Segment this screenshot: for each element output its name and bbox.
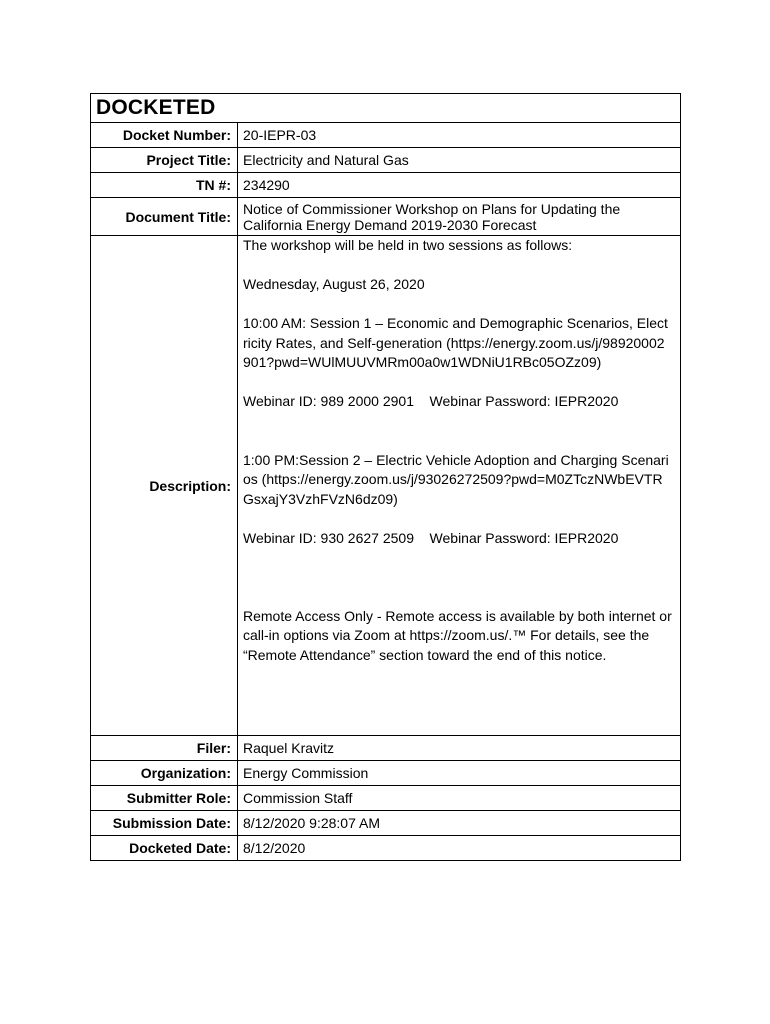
- description-row: [91, 236, 681, 736]
- project-title-row: [91, 148, 681, 173]
- docket-heading: DOCKETED: [91, 94, 681, 123]
- submitter-role-label: Submitter Role:: [91, 786, 238, 811]
- filer-label: Filer:: [91, 736, 238, 761]
- submission-date-label: Submission Date:: [91, 811, 238, 836]
- description-webinar-1: Webinar ID: 989 2000 2901 Webinar Password: IEPR2020: [243, 393, 619, 409]
- description-session-2: 1:00 PM:Session 2 – Electric Vehicle Adoption and Charging Scenarios (https://energy.zoom.us/j/93026272509?pwd=M0ZTczNWbEVTRGsxajY3VzhFVzN6dz09): [243, 451, 669, 507]
- document-title-value: Notice of Commissioner Workshop on Plans for Updating the California Energy Demand 2019-2030 Forecast: [238, 198, 681, 236]
- description-label: Description:: [91, 236, 238, 736]
- docket-table: [90, 93, 681, 861]
- header-row: [91, 94, 681, 123]
- organization-row: [91, 761, 681, 786]
- document-title-label: Document Title:: [91, 198, 238, 236]
- filer-value: Raquel Kravitz: [238, 736, 681, 761]
- organization-value: Energy Commission: [238, 761, 681, 786]
- description-remote-access: Remote Access Only - Remote access is available by both internet or call-in options via Zoom at https://zoom.us/.™ For details, see the “Remote Attendance” section toward the end of this notice.: [243, 607, 672, 663]
- project-title-label: Project Title:: [91, 148, 238, 173]
- docket-number-value: 20-IEPR-03: [238, 123, 681, 148]
- submission-date-row: [91, 811, 681, 836]
- docketed-date-label: Docketed Date:: [91, 836, 238, 861]
- docket-number-label: Docket Number:: [91, 123, 238, 148]
- tn-label: TN #:: [91, 173, 238, 198]
- submitter-role-value: Commission Staff: [238, 786, 681, 811]
- description-session-1: 10:00 AM: Session 1 – Economic and Demographic Scenarios, Electricity Rates, and Self-generation (https://energy.zoom.us/j/98920002901?pwd=WUlMUUVMRm00a0w1WDNiU1RBc05OZz09): [243, 315, 668, 370]
- docketed-date-value: 8/12/2020: [238, 836, 681, 861]
- description-date: Wednesday, August 26, 2020: [243, 276, 425, 292]
- filer-row: [91, 736, 681, 761]
- description-intro: The workshop will be held in two sessions as follows:: [243, 237, 573, 253]
- submitter-role-row: [91, 786, 681, 811]
- organization-label: Organization:: [91, 761, 238, 786]
- project-title-value: Electricity and Natural Gas: [238, 148, 681, 173]
- description-webinar-2: Webinar ID: 930 2627 2509 Webinar Password: IEPR2020: [243, 529, 619, 546]
- docketed-date-row: [91, 836, 681, 861]
- docket-number-row: [91, 123, 681, 148]
- description-value: [238, 236, 681, 736]
- tn-value: 234290: [238, 173, 681, 198]
- document-title-row: [91, 198, 681, 236]
- tn-row: [91, 173, 681, 198]
- submission-date-value: 8/12/2020 9:28:07 AM: [238, 811, 681, 836]
